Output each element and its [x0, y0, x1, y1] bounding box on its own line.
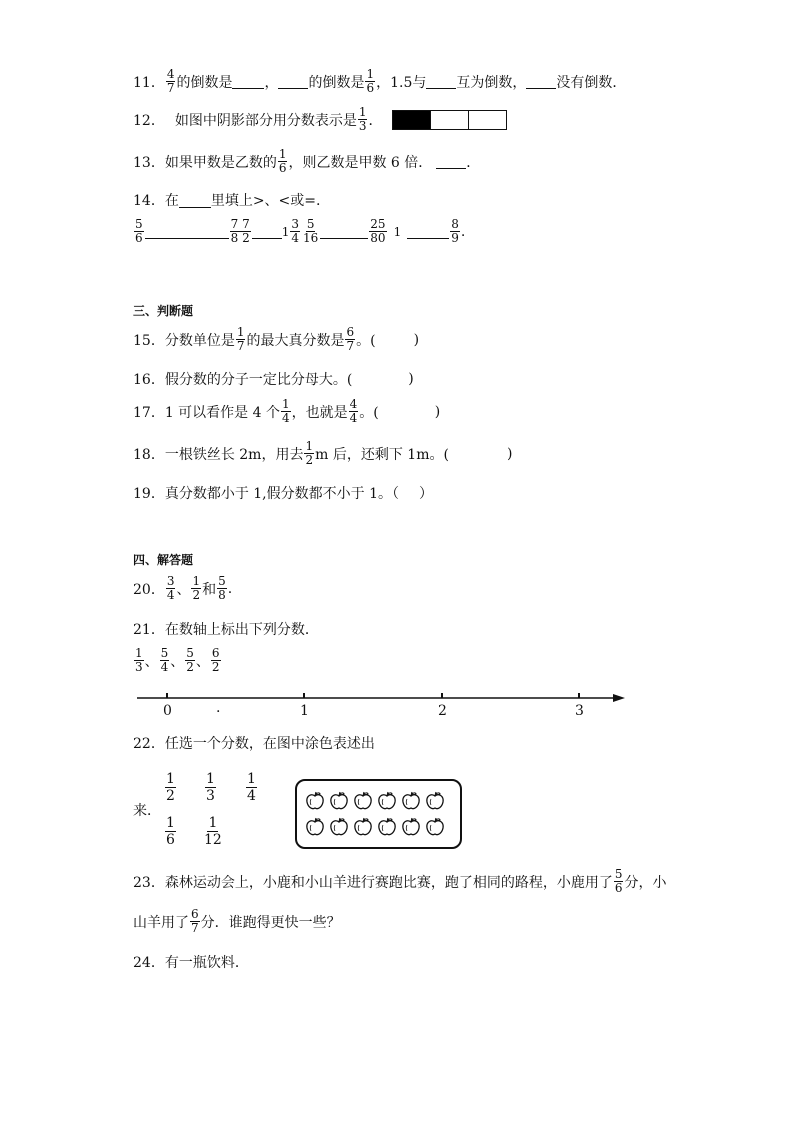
axis-label-0: 0 [163, 703, 172, 719]
question-21: 21． 在数轴上标出下列分数． [133, 619, 319, 639]
fraction: $\frac{3}{4}$ [166, 574, 175, 602]
fraction: $\frac{6}{2}$ [211, 646, 220, 674]
fraction: $\frac{6}{7}$ [346, 325, 355, 353]
apple-icon[interactable] [329, 817, 349, 837]
fraction: $\frac{1}{6}$ [366, 67, 375, 95]
apple-icon[interactable] [305, 817, 325, 837]
answer-blank[interactable] [436, 154, 466, 169]
fraction: $\frac{1}{4}$ [247, 771, 256, 804]
fraction: $\frac{1}{2}$ [192, 574, 201, 602]
fraction: $\frac{1}{2}$ [305, 439, 314, 467]
question-number: 12． [133, 112, 165, 129]
answer-blank[interactable] [407, 224, 449, 239]
answer-blank[interactable] [232, 74, 264, 89]
question-13: 13． 如果甲数是乙数的 $\frac{1}{6}$ ，则乙数是甲数 6 倍． ． [133, 147, 481, 175]
question-number: 24． [133, 955, 165, 971]
question-19: 19． 真分数都小于 1,假分数都不小于 1。（ ） [133, 483, 433, 503]
fraction: $\frac{5}{2}$ [186, 646, 194, 674]
fraction: $\frac{1}{3}$ [206, 771, 215, 804]
question-20: 20． $\frac{3}{4}$ 、 $\frac{1}{2}$ 和 $\frac{5}{8}$ . [133, 574, 233, 602]
apple-icon[interactable] [353, 817, 373, 837]
apple-icon[interactable] [401, 817, 421, 837]
axis-dot: . [216, 700, 221, 716]
fraction: $\frac{25}{80}$ [370, 217, 386, 245]
question-number: 17． [133, 404, 165, 421]
question-number: 15． [133, 332, 165, 349]
question-14-items: $\frac{5}{6}$ $\frac{7 7}{8 2}$ 1 $\frac{3}{4}$ $\frac{5}{16}$ $\frac{25}{80}$ 1 $\frac{8}{9}$ . [135, 217, 466, 245]
axis-label-3: 3 [575, 703, 584, 719]
fraction: $\frac{4}{4}$ [349, 397, 358, 425]
shaded-cell [393, 111, 431, 129]
question-21-fractions: $\frac{1}{3}$ 、 $\frac{5}{4}$ 、 $\frac{5}{2}$ 、 $\frac{6}{2}$ [135, 646, 220, 674]
apple-icon[interactable] [425, 817, 445, 837]
question-number: 14． [133, 193, 165, 209]
section-heading: 三、判断题 [133, 304, 194, 318]
number-line [135, 688, 630, 724]
question-22: 22． 任选一个分数，在图中涂色表述出 [133, 733, 375, 753]
fraction: $\frac{5}{4}$ [160, 646, 169, 674]
apple-icon[interactable] [377, 817, 397, 837]
question-number: 23． [133, 874, 165, 891]
apple-icon[interactable] [329, 791, 349, 811]
apple-icon[interactable] [353, 791, 373, 811]
answer-blank[interactable] [252, 224, 282, 239]
question-24: 24． 有一瓶饮料． [133, 952, 249, 972]
fraction: $\frac{1}{3}$ [358, 105, 367, 133]
question-14: 14． 在 里填上>、<或=. [133, 190, 320, 210]
question-23: 23． 森林运动会上，小鹿和小山羊进行赛跑比赛，跑了相同的路程，小鹿用了 $\frac{5}{6}$ 分，小 [133, 867, 667, 895]
question-18: 18． 一根铁丝长 2m，用去 $\frac{1}{2}$ m 后，还剩下 1m。( ) [133, 439, 513, 467]
answer-blank[interactable] [320, 224, 368, 239]
fraction: $\frac{5}{16}$ [303, 217, 319, 245]
question-12: 12． 如图中阴影部分用分数表示是 $\frac{1}{3}$ ． [133, 106, 507, 133]
answer-blank[interactable] [278, 74, 308, 89]
question-number: 20． [133, 581, 165, 598]
fraction: $\frac{1}{7}$ [236, 325, 245, 353]
question-11: 11． $\frac{4}{7}$ 的倒数是 ， 的倒数是 $\frac{1}{6}$ ，1.5与 互为倒数， 没有倒数． [133, 67, 627, 95]
question-23-cont: 山羊用了 $\frac{6}{7}$ 分．谁跑得更快一些？ [133, 907, 341, 935]
question-15: 15． 分数单位是 $\frac{1}{7}$ 的最大真分数是 $\frac{6}{7}$ 。( ) [133, 325, 420, 353]
answer-blank[interactable] [179, 193, 211, 208]
fraction: $\frac{5}{6}$ [135, 217, 143, 245]
fraction: $\frac{8}{9}$ [451, 217, 459, 245]
axis-label-2: 2 [438, 703, 447, 719]
answer-blank[interactable] [526, 74, 556, 89]
question-16: 16． 假分数的分子一定比分母大。( ) [133, 371, 414, 388]
fraction: $\frac{5}{8}$ [218, 574, 226, 602]
fraction: $\frac{6}{7}$ [191, 907, 199, 935]
fraction: $\frac{5}{6}$ [614, 867, 623, 895]
fraction: $\frac{7 7}{8 2}$ [230, 217, 250, 245]
question-number: 21． [133, 622, 165, 638]
apple-icon[interactable] [401, 791, 421, 811]
fraction: $\frac{3}{4}$ [291, 217, 300, 245]
fraction: $\frac{1}{3}$ [135, 646, 143, 674]
arrow-icon [613, 694, 625, 702]
question-number: 11． [133, 74, 165, 91]
fraction: $\frac{4}{7}$ [166, 67, 175, 95]
fraction: $\frac{1}{2}$ [166, 771, 175, 804]
fraction: $\frac{1}{12}$ [204, 815, 222, 848]
fraction: $\frac{1}{6}$ [278, 147, 287, 175]
apple-icon[interactable] [305, 791, 325, 811]
answer-blank[interactable] [145, 224, 229, 239]
apple-icon[interactable] [377, 791, 397, 811]
question-17: 17． 1 可以看作是 4 个 $\frac{1}{4}$ ，也就是 $\frac{4}{4}$ 。( ) [133, 397, 441, 425]
empty-cell [469, 111, 506, 129]
fraction: $\frac{1}{4}$ [282, 397, 290, 425]
question-number: 22． [133, 736, 165, 752]
section-heading: 四、解答题 [133, 553, 194, 567]
fraction: $\frac{1}{6}$ [166, 815, 175, 848]
apple-icon[interactable] [425, 791, 445, 811]
apple-grid [305, 791, 449, 837]
question-number: 16． [133, 372, 165, 388]
empty-cell [431, 111, 469, 129]
answer-blank[interactable] [426, 74, 456, 89]
question-number: 19． [133, 486, 165, 502]
shaded-bar-figure [392, 110, 507, 130]
axis-label-1: 1 [300, 703, 309, 719]
apple-figure [295, 779, 462, 849]
question-number: 13． [133, 154, 165, 171]
question-number: 18． [133, 446, 165, 463]
question-22-tail: 来． [133, 803, 161, 819]
